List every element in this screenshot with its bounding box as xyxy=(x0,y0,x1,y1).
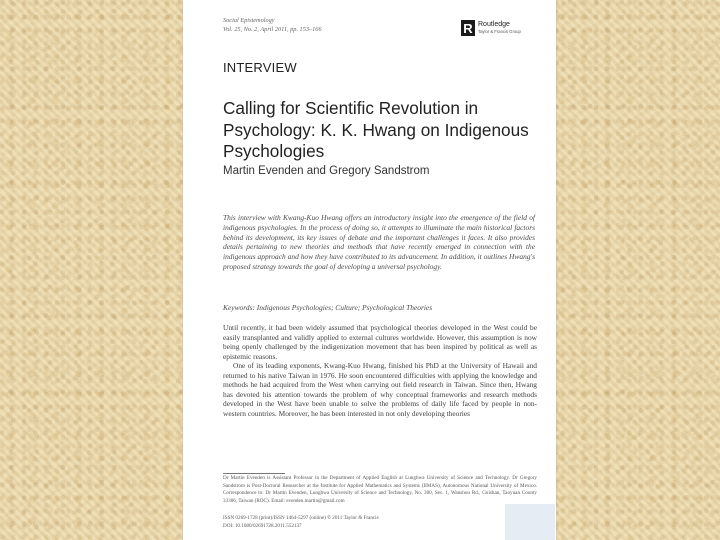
publisher-logo xyxy=(461,20,521,36)
doi-line: DOI: 10.1080/02691728.2011.552137 xyxy=(223,522,302,529)
body-paragraph: Until recently, it had been widely assumed that psychological theories developed in the West could be easily transplanted and validly applied to external cultures worldwide. However, this assumption is now being openly challenged by the indigenization movement that has been inspired by political as well as epistemic reasons. xyxy=(223,323,537,361)
author-footnote: Dr Martin Evenden is Assistant Professor in the Department of Applied English at Lunghwa University of Science and Technology. Dr Gregory Sandstrom is Post-Doctoral Researcher at the Institute for Applied Mathematics and Systems (IIMAS), Autonomous National University of Mexico. Correspondence to: Dr Martin Evenden, Lunghwa University of Science and Technology, No. 300, Sec. 1, Wanshou Rd., Guishan, Taoyuan County 33306, Taiwan (ROC). Email: evenden.martin@gmail.com xyxy=(223,475,537,504)
section-label: INTERVIEW xyxy=(223,60,297,75)
journal-header xyxy=(223,16,322,34)
keywords: Keywords: Indigenous Psychologies; Culture; Psychological Theories xyxy=(223,303,433,312)
routledge-logo-icon: R xyxy=(461,20,475,36)
corner-panel xyxy=(505,504,555,540)
body-paragraph: One of its leading exponents, Kwang-Kuo Hwang, finished his PhD at the University of Hawaii and returned to his native Taiwan in 1976. He soon encountered difficulties with applying the knowledge and methods he had acquired from the West when carrying out field research in Taiwan. Since then, Hwang has devoted his attention towards the problem of why conceptual frameworks and research methods developed in the West have been unable to solve the problems of daily life faced by people in non-western countries. Moreover, he has been interested in not only developing theories xyxy=(223,361,537,418)
abstract: This interview with Kwang-Kuo Hwang offers an introductory insight into the emergence of the field of indigenous psychologies. In the process of doing so, it attempts to illuminate the main historical factors behind its development, its key issues of debate and the important challenges it faces. It also provides details pertaining to new theories and methods that have recently emerged in connection with the indigenous approach and how they have contributed to its advancement. In addition, it outlines Hwang's proposed strategy towards the goal of developing a universal psychology. xyxy=(223,213,535,271)
body-text xyxy=(223,323,537,418)
issn-block xyxy=(223,515,537,530)
publisher-subtitle: Taylor & Francis Group xyxy=(478,29,521,34)
article-authors: Martin Evenden and Gregory Sandstrom xyxy=(223,165,430,177)
publisher-name: Routledge xyxy=(478,21,510,28)
journal-page xyxy=(183,0,556,540)
article-title: Calling for Scientific Revolution in Psychology: K. K. Hwang on Indigenous Psychologies xyxy=(223,98,529,161)
journal-name: Social Epistemology xyxy=(223,17,275,24)
footnote-rule xyxy=(223,473,285,474)
journal-citation: Vol. 25, No. 2, April 2011, pp. 153–166 xyxy=(223,26,322,33)
issn-line: ISSN 0269-1728 (print)/ISSN 1464-5297 (online) © 2011 Taylor & Francis xyxy=(223,515,379,521)
